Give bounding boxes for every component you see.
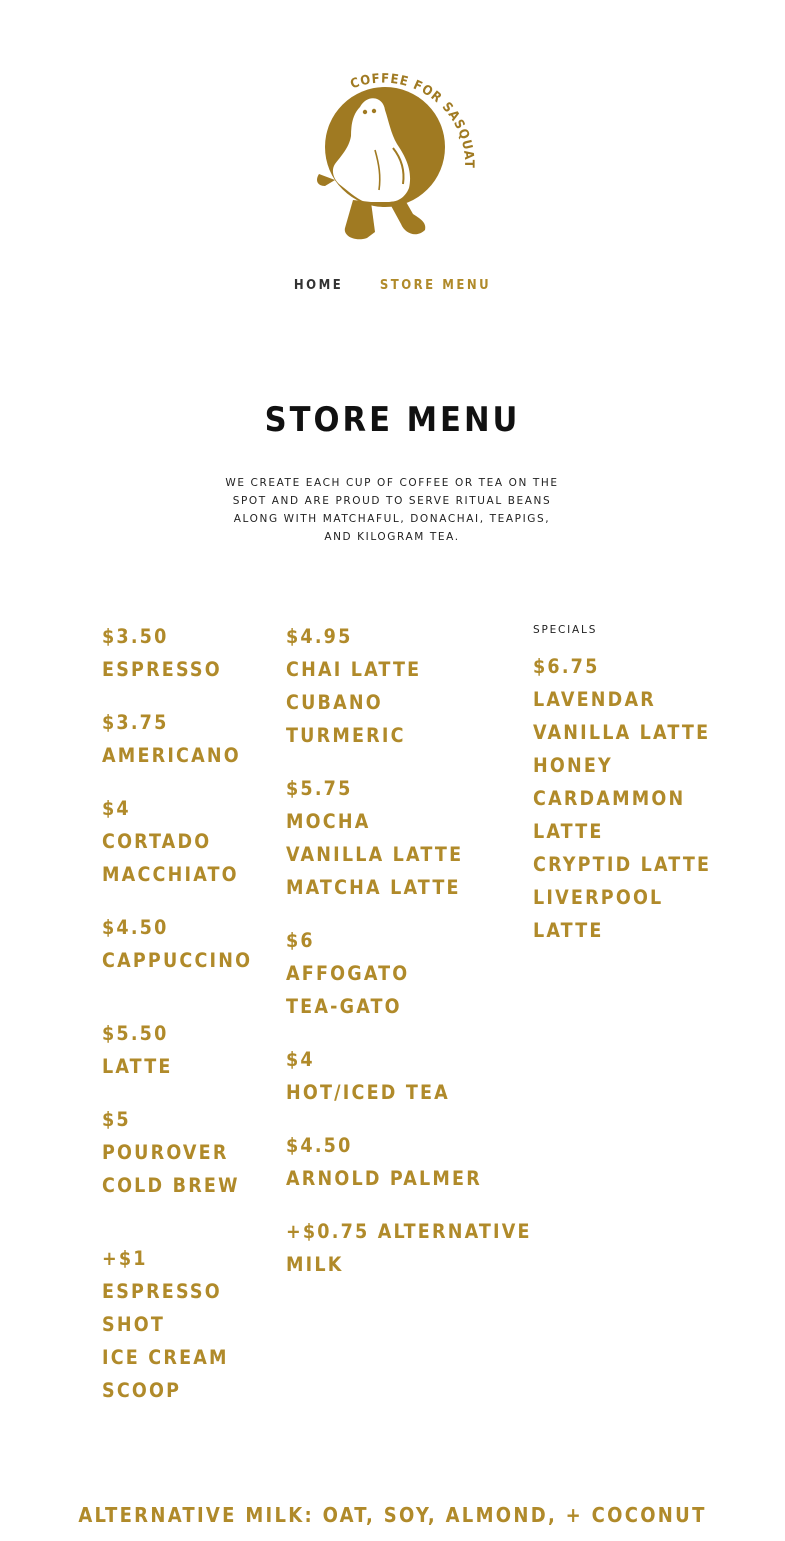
menu-item: AMERICANO — [102, 744, 241, 767]
menu-price-group — [102, 1017, 272, 1083]
menu-item: CORTADO — [102, 830, 212, 853]
menu-item: HOT/ICED TEA — [286, 1081, 450, 1104]
menu-price: $3.75 — [102, 711, 169, 734]
menu-price: $6.75 — [533, 655, 600, 678]
logo-text: COFFEE FOR SASQUAT — [348, 71, 477, 169]
menu-price-group — [102, 1242, 272, 1407]
menu-item: CARDAMMON — [533, 787, 686, 810]
menu-price-group — [286, 924, 506, 1023]
menu-price-group — [286, 1215, 532, 1281]
menu-price-group — [286, 620, 506, 752]
menu-price: $5 — [102, 1108, 131, 1131]
menu-price: $4.50 — [102, 916, 169, 939]
menu-price-group — [286, 1043, 506, 1109]
menu-item: SHOT — [102, 1313, 165, 1336]
menu-item: ARNOLD PALMER — [286, 1167, 482, 1190]
menu-price: $3.50 — [102, 625, 169, 648]
menu-price-group — [286, 772, 506, 904]
menu-item: LAVENDAR — [533, 688, 656, 711]
menu-price-group — [102, 706, 272, 772]
menu-item: ESPRESSO — [102, 1280, 222, 1303]
menu-price: $4 — [102, 797, 131, 820]
menu-item: LATTE — [533, 919, 604, 942]
menu-item: COLD BREW — [102, 1174, 240, 1197]
main-nav — [0, 278, 785, 293]
nav-link-store-menu[interactable]: STORE MENU — [379, 278, 492, 293]
menu-item: POUROVER — [102, 1141, 229, 1164]
menu-item: MATCHA LATTE — [286, 876, 461, 899]
menu-item: LIVERPOOL — [533, 886, 664, 909]
menu-column-2 — [286, 620, 532, 1301]
menu-item: AFFOGATO — [286, 962, 410, 985]
menu-price-group — [102, 1103, 272, 1202]
menu-item: ICE CREAM — [102, 1346, 229, 1369]
menu-column-1 — [102, 620, 272, 1427]
menu-item: CRYPTID LATTE — [533, 853, 712, 876]
menu-item: HONEY — [533, 754, 613, 777]
menu-item: LATTE — [533, 820, 604, 843]
menu-item: ESPRESSO — [102, 658, 222, 681]
nav-link-home[interactable]: HOME — [293, 278, 344, 293]
menu-price: $4.95 — [286, 625, 353, 648]
menu-item: MOCHA — [286, 810, 371, 833]
page-title: STORE MENU — [264, 400, 521, 440]
brand-logo[interactable] — [305, 52, 480, 252]
menu-item: TURMERIC — [286, 724, 406, 747]
menu-price: $4.50 — [286, 1134, 353, 1157]
menu-item: TEA-GATO — [286, 995, 402, 1018]
menu-price-group — [102, 792, 272, 891]
menu-column-specials — [533, 620, 713, 967]
menu-price: +$1 — [102, 1247, 148, 1270]
specials-label: SPECIALS — [533, 624, 598, 636]
menu-price: $6 — [286, 929, 315, 952]
menu-item: LATTE — [102, 1055, 173, 1078]
menu-item: CUBANO — [286, 691, 383, 714]
menu-price-group — [102, 620, 272, 686]
menu-item: CHAI LATTE — [286, 658, 422, 681]
menu-item: SCOOP — [102, 1379, 182, 1402]
menu-item: MILK — [286, 1253, 344, 1276]
menu-price-group — [102, 911, 272, 977]
menu-price-group — [533, 650, 713, 947]
menu-price: $5.75 — [286, 777, 353, 800]
menu-price: $4 — [286, 1048, 315, 1071]
menu-item: VANILLA LATTE — [286, 843, 464, 866]
alternative-milk-note: ALTERNATIVE MILK: OAT, SOY, ALMOND, + COCONUT — [78, 1503, 707, 1527]
sasquatch-logo-icon — [305, 52, 480, 252]
menu-item: CAPPUCCINO — [102, 949, 253, 972]
menu-price-group — [286, 1129, 506, 1195]
menu-intro-text: WE CREATE EACH CUP OF COFFEE OR TEA ON THE SPOT AND ARE PROUD TO SERVE RITUAL BEANS ALONG WITH MATCHAFUL, DONACHAI, TEAPIGS, AND KILOGRAM TEA. — [225, 477, 559, 543]
menu-item: VANILLA LATTE — [533, 721, 711, 744]
menu-price: $5.50 — [102, 1022, 169, 1045]
menu-price: +$0.75 ALTERNATIVE — [286, 1220, 532, 1243]
menu-item: MACCHIATO — [102, 863, 239, 886]
